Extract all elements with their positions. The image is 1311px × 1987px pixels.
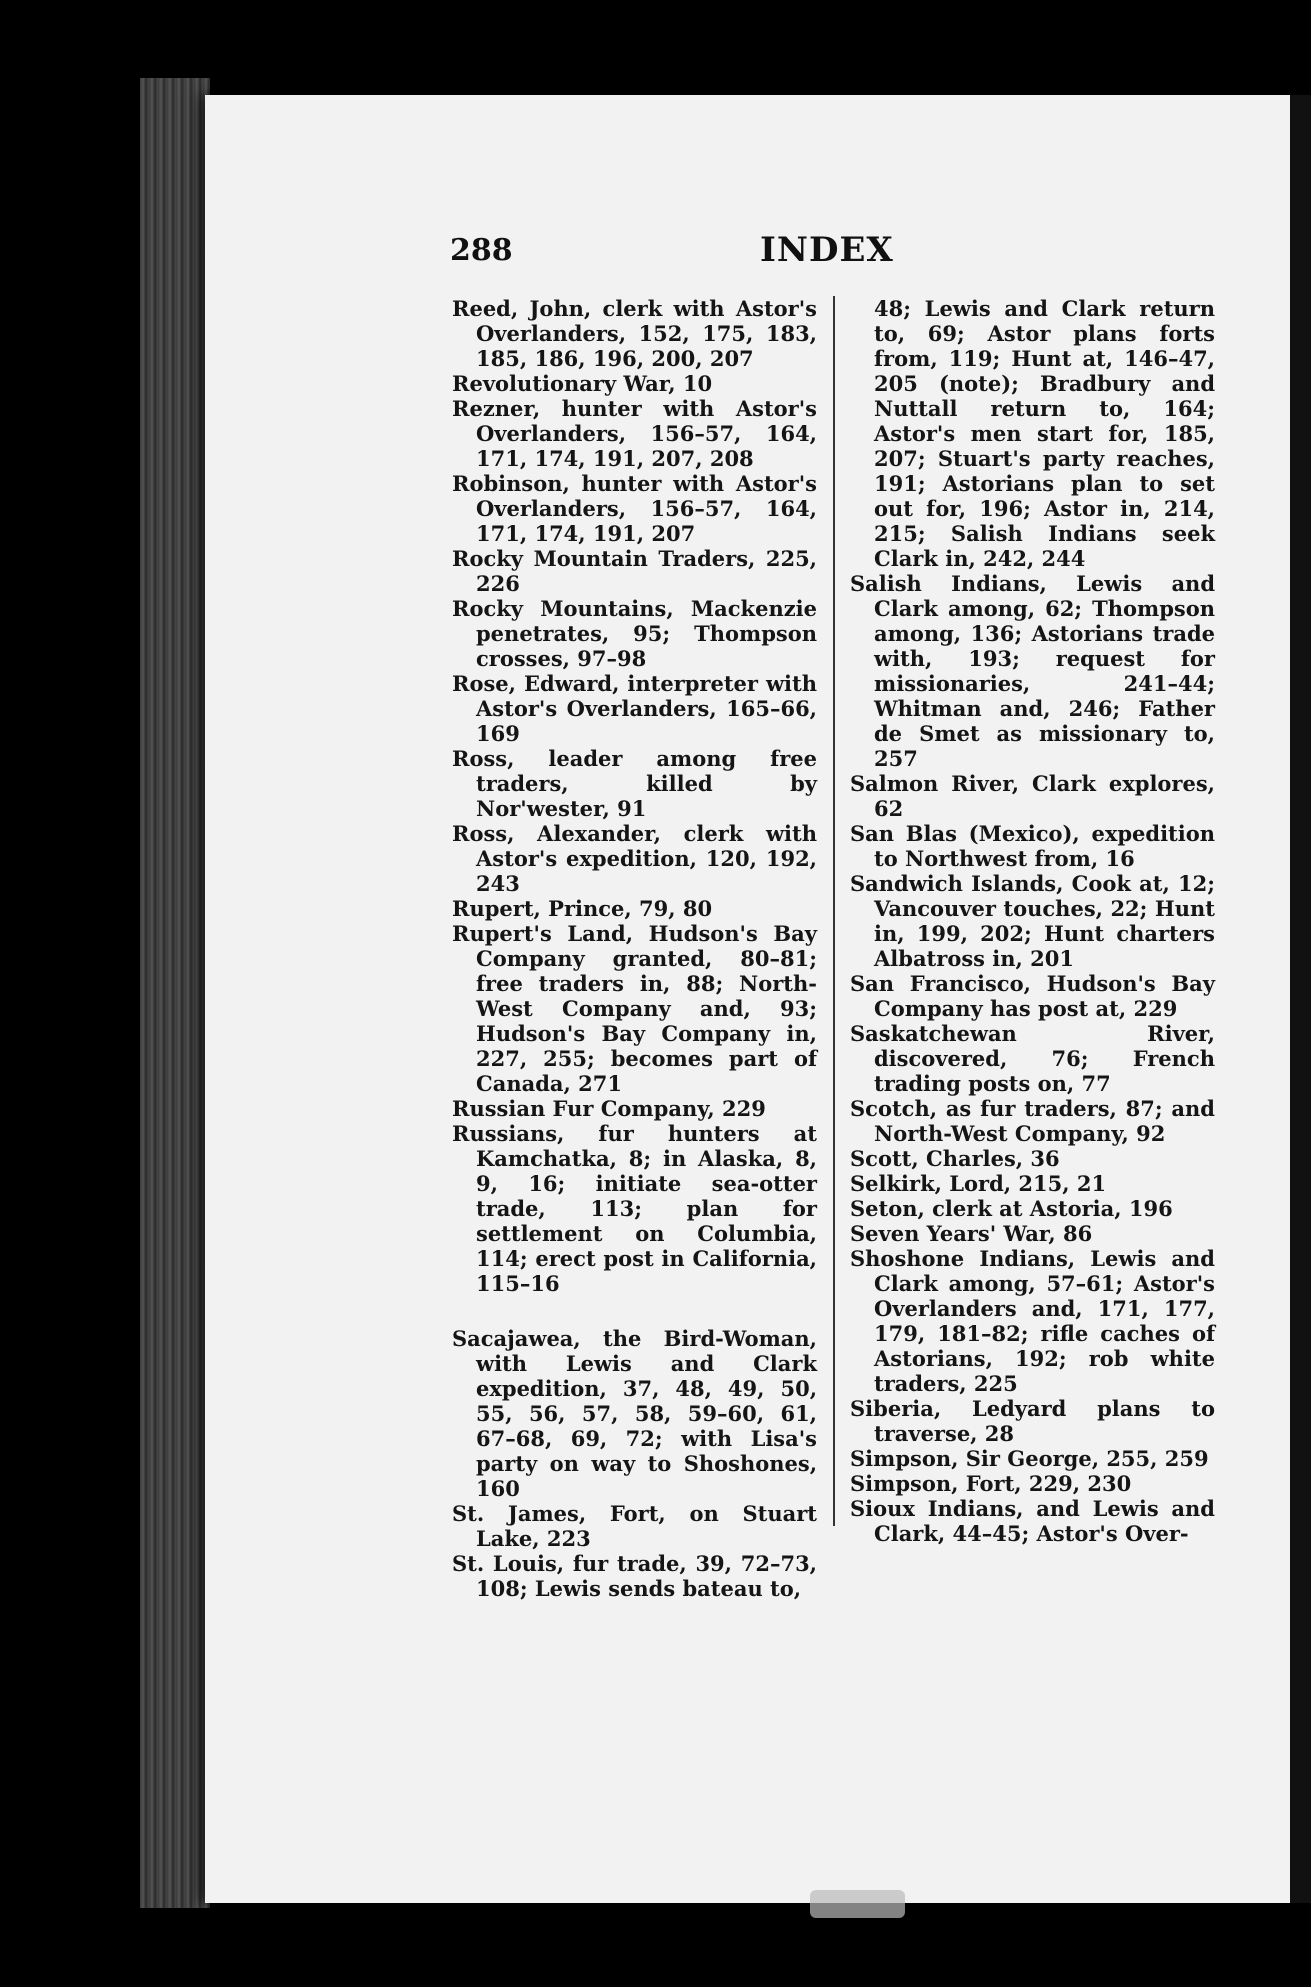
- index-entry: Rezner, hunter with Astor's Overlanders, 156–57, 164, 171, 174, 191, 207, 208: [452, 396, 817, 471]
- index-entry: Reed, John, clerk with Astor's Overlanders, 152, 175, 183, 185, 186, 196, 200, 207: [452, 296, 817, 371]
- index-entry: Simpson, Fort, 229, 230: [850, 1471, 1132, 1496]
- index-entry: Seton, clerk at Astoria, 196: [850, 1196, 1173, 1221]
- index-entry: Sioux Indians, and Lewis and Clark, 44–45; Astor's Over-: [850, 1496, 1215, 1546]
- index-column-right: [850, 296, 1215, 1546]
- index-entry: Shoshone Indians, Lewis and Clark among, 57–61; Astor's Overlanders and, 171, 177, 179, 181–82; rifle caches of Astorians, 192; rob white traders, 225: [850, 1246, 1215, 1396]
- running-head: INDEX: [760, 230, 894, 270]
- paper-scrap: [810, 1890, 905, 1918]
- index-entry: St. James, Fort, on Stuart Lake, 223: [452, 1501, 817, 1551]
- index-entry: Salmon River, Clark explores, 62: [850, 771, 1215, 821]
- index-entry: Sandwich Islands, Cook at, 12; Vancouver touches, 22; Hunt in, 199, 202; Hunt charters Albatross in, 201: [850, 871, 1215, 971]
- index-entry: Seven Years' War, 86: [850, 1221, 1093, 1246]
- index-entry: Rupert's Land, Hudson's Bay Company granted, 80–81; free traders in, 88; North-West Company and, 93; Hudson's Bay Company in, 227, 255; becomes part of Canada, 271: [452, 921, 817, 1096]
- index-entry: Scotch, as fur traders, 87; and North-West Company, 92: [850, 1096, 1215, 1146]
- letter-section-gap: [452, 1296, 817, 1326]
- index-entry: Rupert, Prince, 79, 80: [452, 896, 713, 921]
- index-entry: Sacajawea, the Bird-Woman, with Lewis and Clark expedition, 37, 48, 49, 50, 55, 56, 57, 58, 59–60, 61, 67–68, 69, 72; with Lisa's party on way to Shoshones, 160: [452, 1326, 817, 1501]
- page-edge-shadow: [1290, 95, 1311, 1903]
- index-entry: Rose, Edward, interpreter with Astor's Overlanders, 165–66, 169: [452, 671, 817, 746]
- index-entry: Selkirk, Lord, 215, 21: [850, 1171, 1107, 1196]
- index-entry: San Francisco, Hudson's Bay Company has post at, 229: [850, 971, 1215, 1021]
- page-number: 288: [450, 233, 513, 268]
- index-entry-continued: 48; Lewis and Clark return to, 69; Astor plans forts from, 119; Hunt at, 146–47, 205 (note); Bradbury and Nuttall return to, 164; Astor's men start for, 185, 207; Stuart's party reaches, 191; Astorians plan to set out for, 196; Astor in, 214, 215; Salish Indians seek Clark in, 242, 244: [874, 296, 1215, 571]
- index-entry: Scott, Charles, 36: [850, 1146, 1060, 1171]
- index-entry: Salish Indians, Lewis and Clark among, 62; Thompson among, 136; Astorians trade with, 193; request for missionaries, 241–44; Whitman and, 246; Father de Smet as missionary to, 257: [850, 571, 1215, 771]
- index-entry: St. Louis, fur trade, 39, 72–73, 108; Lewis sends bateau to,: [452, 1551, 817, 1601]
- index-entry: Rocky Mountains, Mackenzie penetrates, 95; Thompson crosses, 97–98: [452, 596, 817, 671]
- index-entry: San Blas (Mexico), expedition to Northwest from, 16: [850, 821, 1215, 871]
- index-entry: Rocky Mountain Traders, 225, 226: [452, 546, 817, 596]
- book-spine: [140, 78, 210, 1908]
- index-entry: Ross, leader among free traders, killed by Nor'wester, 91: [452, 746, 817, 821]
- index-entry: Robinson, hunter with Astor's Overlanders, 156–57, 164, 171, 174, 191, 207: [452, 471, 817, 546]
- index-entry: Simpson, Sir George, 255, 259: [850, 1446, 1209, 1471]
- index-entry: Revolutionary War, 10: [452, 371, 713, 396]
- index-entry: Siberia, Ledyard plans to traverse, 28: [850, 1396, 1215, 1446]
- index-column-left: [452, 296, 817, 1601]
- index-entry: Russians, fur hunters at Kamchatka, 8; in Alaska, 8, 9, 16; initiate sea-otter trade, 113; plan for settlement on Columbia, 114; erect post in California, 115–16: [452, 1121, 817, 1296]
- index-entry: Saskatchewan River, discovered, 76; French trading posts on, 77: [850, 1021, 1215, 1096]
- index-entry: Ross, Alexander, clerk with Astor's expedition, 120, 192, 243: [452, 821, 817, 896]
- column-divider: [833, 296, 835, 1526]
- index-entry: Russian Fur Company, 229: [452, 1096, 766, 1121]
